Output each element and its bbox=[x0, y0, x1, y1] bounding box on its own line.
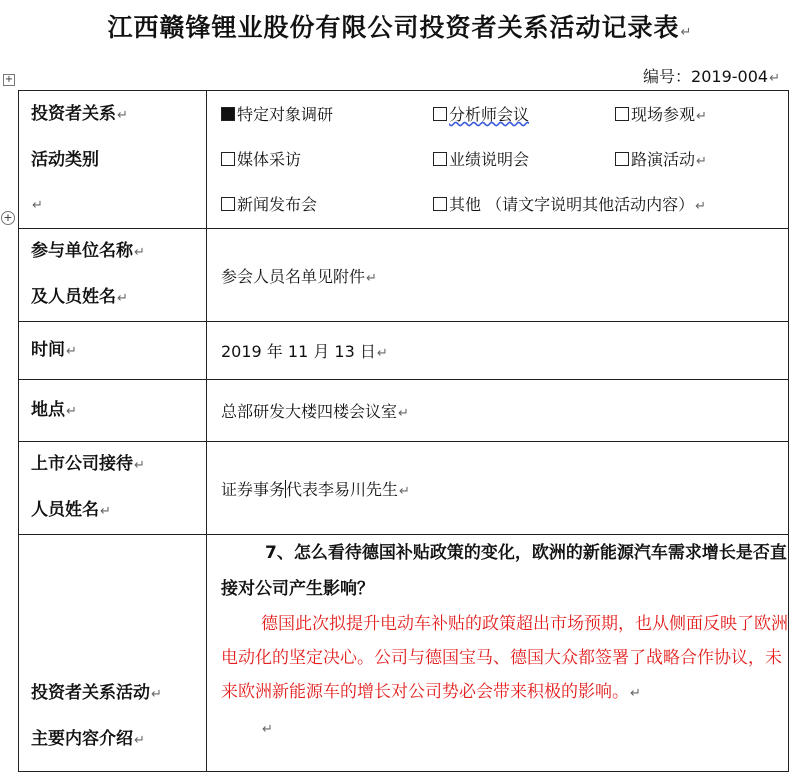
checkbox-unchecked-icon[interactable] bbox=[221, 152, 235, 166]
time-value[interactable]: 2019 年 11 月 13 日↵ bbox=[207, 322, 789, 380]
row-insert-icon[interactable]: + bbox=[1, 211, 15, 225]
paragraph-mark-icon: ↵ bbox=[117, 291, 128, 306]
activity-type-label: 投资者关系↵ 活动类别 ↵ bbox=[19, 91, 207, 229]
activity-option[interactable] bbox=[433, 93, 615, 138]
paragraph-mark-icon: ↵ bbox=[695, 199, 706, 214]
activity-option-label: 现场参观 bbox=[631, 105, 696, 124]
location-value[interactable]: 总部研发大楼四楼会议室↵ bbox=[207, 380, 789, 442]
document-title: 江西赣锋锂业股份有限公司投资者关系活动记录表↵ bbox=[107, 13, 693, 42]
activity-option[interactable] bbox=[615, 138, 800, 183]
activity-option[interactable] bbox=[433, 183, 706, 228]
location-row bbox=[19, 380, 789, 442]
paragraph-mark-icon: ↵ bbox=[100, 504, 111, 519]
paragraph-mark-icon: ↵ bbox=[398, 406, 409, 421]
receptionist-row bbox=[19, 442, 789, 535]
participants-row bbox=[19, 229, 789, 322]
activity-type-row bbox=[19, 91, 789, 229]
activity-option-label: 其他 （请文字说明其他活动内容） bbox=[449, 195, 695, 214]
paragraph-mark-icon: ↵ bbox=[66, 403, 77, 419]
participants-label: 参与单位名称↵ 及人员姓名↵ bbox=[19, 229, 207, 322]
location-label: 地点↵ bbox=[19, 380, 207, 442]
table-move-handle-icon[interactable]: + bbox=[4, 74, 14, 85]
checkbox-checked-icon[interactable] bbox=[221, 107, 235, 121]
question-text: 7、怎么看待德国补贴政策的变化，欧洲的新能源汽车需求增长是否直接对公司产生影响？ bbox=[221, 543, 787, 599]
checkbox-unchecked-icon[interactable] bbox=[221, 197, 235, 211]
activity-option-label: 新闻发布会 bbox=[237, 195, 318, 214]
paragraph-mark-icon: ↵ bbox=[66, 343, 77, 359]
receptionist-value[interactable]: 证券事务代表李易川先生↵ bbox=[207, 442, 789, 535]
activity-option[interactable] bbox=[433, 138, 615, 183]
activity-option-label: 特定对象调研 bbox=[237, 105, 334, 124]
activity-option-label: 媒体采访 bbox=[237, 150, 302, 169]
paragraph-mark-icon: ↵ bbox=[680, 25, 693, 40]
record-table bbox=[18, 90, 789, 772]
paragraph-mark-icon: ↵ bbox=[696, 109, 707, 124]
activity-option[interactable] bbox=[221, 93, 433, 138]
receptionist-label: 上市公司接待↵ 人员姓名↵ bbox=[19, 442, 207, 535]
paragraph-mark-icon: ↵ bbox=[117, 107, 128, 123]
paragraph-mark-icon: ↵ bbox=[134, 733, 145, 748]
answer-text: 德国此次拟提升电动车补贴的政策超出市场预期，也从侧面反映了欧洲电动化的坚定决心。公司与德国宝马、德国大众都签署了战略合作协议，未来欧洲新能源车的增长对公司势必会带来积极的影响。↵ bbox=[221, 614, 788, 702]
paragraph-mark-icon: ↵ bbox=[32, 197, 43, 213]
paragraph-mark-icon: ↵ bbox=[630, 686, 641, 701]
paragraph-mark-icon: ↵ bbox=[696, 154, 707, 169]
activity-type-checkbox-group bbox=[221, 91, 788, 228]
activity-option-label: 路演活动 bbox=[631, 150, 696, 169]
activity-option[interactable] bbox=[221, 183, 433, 228]
paragraph-mark-icon: ↵ bbox=[769, 71, 780, 86]
activity-option[interactable] bbox=[221, 138, 433, 183]
checkbox-unchecked-icon[interactable] bbox=[433, 107, 447, 121]
paragraph-mark-icon: ↵ bbox=[376, 346, 388, 361]
paragraph-mark-icon: ↵ bbox=[151, 687, 162, 702]
content-value[interactable] bbox=[207, 535, 789, 772]
paragraph-mark-icon: ↵ bbox=[366, 270, 377, 286]
time-label: 时间↵ bbox=[19, 322, 207, 380]
checkbox-unchecked-icon[interactable] bbox=[615, 152, 629, 166]
empty-paragraph bbox=[221, 711, 788, 747]
paragraph-mark-icon: ↵ bbox=[134, 245, 145, 260]
activity-option[interactable] bbox=[615, 93, 800, 138]
content-label: 投资者关系活动↵ 主要内容介绍↵ bbox=[19, 535, 207, 772]
checkbox-unchecked-icon[interactable] bbox=[615, 107, 629, 121]
activity-option-label: 分析师会议 bbox=[449, 105, 530, 124]
participants-value[interactable]: 参会人员名单见附件↵ bbox=[207, 229, 789, 322]
checkbox-unchecked-icon[interactable] bbox=[433, 197, 447, 211]
activity-type-options bbox=[207, 91, 789, 229]
activity-option-label: 业绩说明会 bbox=[449, 150, 530, 169]
paragraph-mark-icon: ↵ bbox=[262, 722, 273, 737]
document-number: 编号：2019-004↵ bbox=[643, 67, 780, 86]
content-row bbox=[19, 535, 789, 772]
checkbox-unchecked-icon[interactable] bbox=[433, 152, 447, 166]
paragraph-mark-icon: ↵ bbox=[399, 483, 410, 499]
paragraph-mark-icon: ↵ bbox=[134, 458, 145, 473]
time-row bbox=[19, 322, 789, 380]
